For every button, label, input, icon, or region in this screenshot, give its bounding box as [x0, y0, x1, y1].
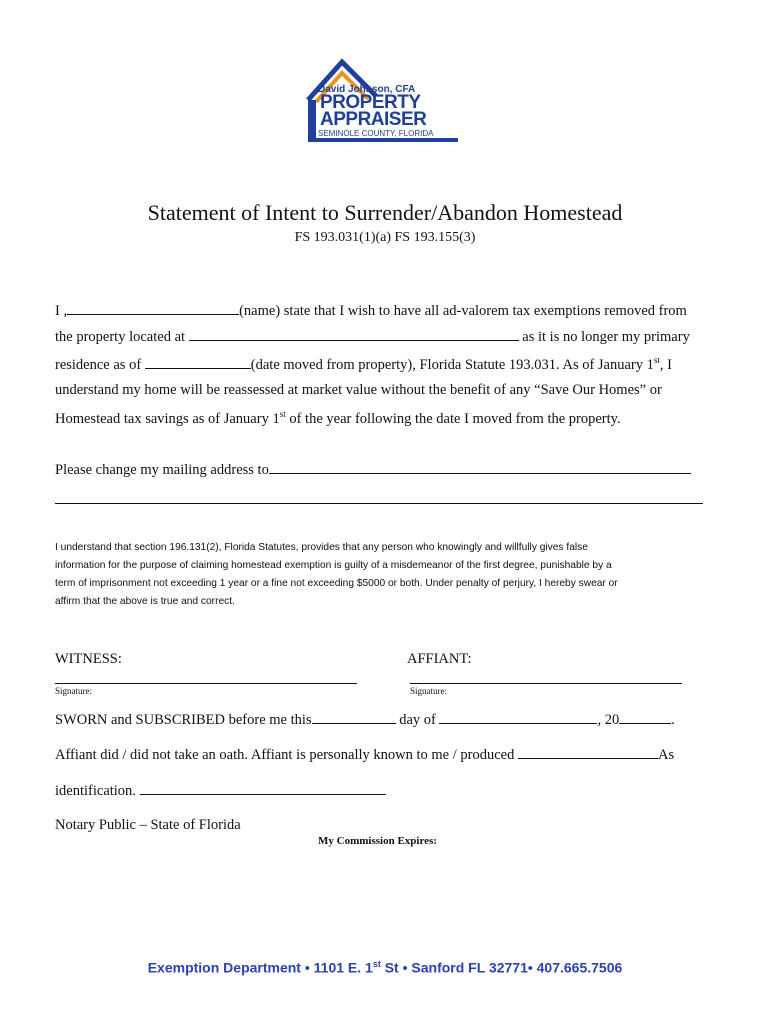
- mailing-address-label: Please change my mailing address to: [55, 462, 269, 478]
- affiant-label: AFFIANT:: [407, 651, 472, 667]
- statement-line-1: [55, 302, 687, 320]
- sworn-month-field[interactable]: [439, 711, 597, 724]
- statement-text: the property located at: [55, 329, 186, 345]
- notary-public-label: Notary Public – State of Florida: [55, 817, 241, 833]
- affiant-signature-line[interactable]: [410, 683, 682, 684]
- footer-contact: [0, 959, 770, 976]
- perjury-notice-line: I understand that section 196.131(2), Florida Statutes, provides that any person who knowingly and willfully gives false: [55, 542, 588, 553]
- statement-line-3: [55, 355, 672, 374]
- perjury-notice-line: information for the purpose of claiming homestead exemption is guilty of a misdemeanor of the first degree, punishable by a: [55, 560, 612, 571]
- sworn-day-field[interactable]: [312, 711, 396, 724]
- notary-text: identification.: [55, 783, 136, 799]
- statement-text: (date moved from property), Florida Statute 193.031. As of January 1: [250, 356, 654, 373]
- statement-line-2: [55, 328, 690, 346]
- notary-text: SWORN and SUBSCRIBED before me this: [55, 712, 312, 728]
- notary-text: day of: [399, 712, 436, 728]
- name-field[interactable]: [67, 302, 239, 315]
- footer-text: Exemption Department • 1101 E. 1: [147, 959, 373, 976]
- affiant-signature-label: Signature:: [410, 686, 447, 696]
- statement-line-5: [55, 409, 621, 428]
- logo-county: SEMINOLE COUNTY, FLORIDA: [318, 129, 434, 138]
- statement-text: Homestead tax savings as of January 1: [55, 410, 280, 427]
- sworn-line: [55, 711, 675, 729]
- notary-text: As: [657, 747, 675, 763]
- notary-text: .: [671, 712, 675, 728]
- witness-signature-label: Signature:: [55, 686, 92, 696]
- document-title: Statement of Intent to Surrender/Abandon Homestead: [147, 200, 623, 225]
- witness-signature-line[interactable]: [55, 683, 357, 684]
- ordinal-suffix: st: [653, 355, 660, 365]
- statement-line-4: understand my home will be reassessed at market value without the benefit of any “Save Our Homes” or: [55, 382, 662, 398]
- mailing-address-field-line-2[interactable]: [55, 503, 703, 504]
- notary-text: , 20: [597, 712, 620, 728]
- statement-text: , I: [659, 356, 672, 373]
- notary-text: Affiant did / did not take an oath. Affiant is personally known to me / produced: [55, 747, 515, 763]
- footer-ordinal: st: [372, 959, 381, 969]
- property-appraiser-logo: [304, 56, 460, 148]
- logo-line-appraiser: APPRAISER: [320, 109, 427, 130]
- logo-line-property: PROPERTY: [320, 92, 421, 113]
- footer-text: St • Sanford FL 32771• 407.665.7506: [380, 959, 623, 976]
- oath-line: [55, 746, 674, 764]
- logo-name: David Johnson, CFA: [318, 84, 416, 95]
- sworn-year-field[interactable]: [619, 711, 671, 724]
- identification-produced-field[interactable]: [518, 746, 658, 759]
- witness-label: WITNESS:: [55, 651, 122, 667]
- statement-text: as it is no longer my primary: [522, 329, 690, 345]
- mailing-address-field[interactable]: [269, 461, 691, 474]
- perjury-notice-line: affirm that the above is true and correct.: [55, 596, 235, 607]
- statement-text: I ,: [55, 303, 68, 319]
- identification-line: [55, 782, 386, 800]
- statement-text: of the year following the date I moved from the property.: [285, 410, 621, 427]
- ordinal-suffix: st: [279, 409, 286, 419]
- identification-field[interactable]: [140, 782, 386, 795]
- statement-text: (name) state that I wish to have all ad-valorem tax exemptions removed from: [239, 303, 687, 319]
- commission-expires-label: My Commission Expires:: [318, 835, 437, 847]
- statement-text: residence as of: [55, 356, 142, 373]
- property-address-field[interactable]: [189, 328, 519, 341]
- date-moved-field[interactable]: [145, 356, 251, 369]
- mailing-address-row: [55, 461, 691, 479]
- statute-reference: FS 193.031(1)(a) FS 193.155(3): [294, 230, 476, 245]
- perjury-notice-line: term of imprisonment not exceeding 1 year or a fine not exceeding $5000 or both. Under penalty of perjury, I hereby swear or: [55, 578, 618, 589]
